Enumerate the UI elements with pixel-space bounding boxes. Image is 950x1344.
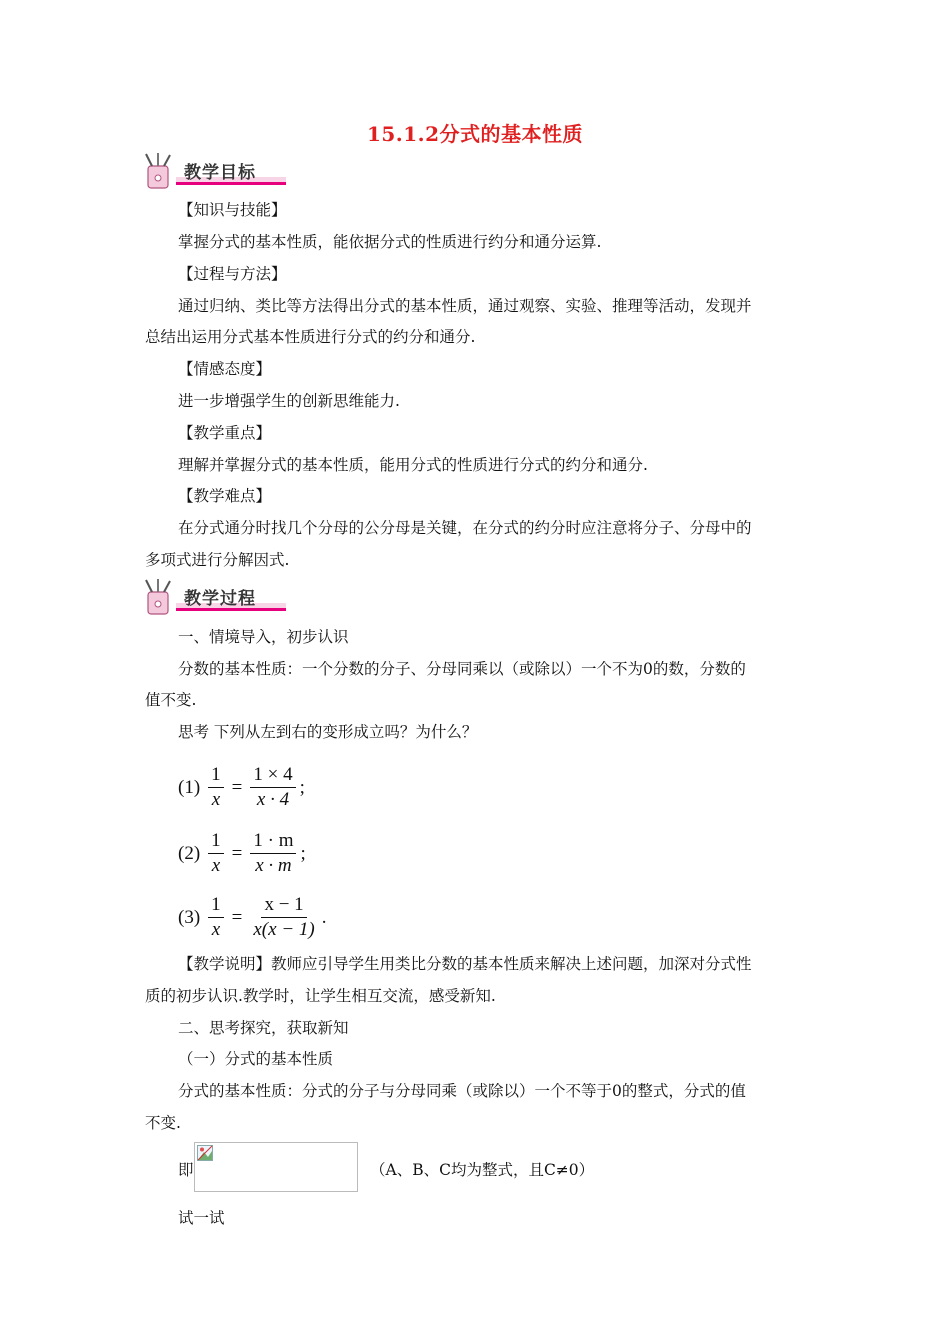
method-text-line2: 总结出运用分式基本性质进行分式的约分和通分.: [145, 328, 476, 346]
badge-label-process: 教学过程: [184, 589, 256, 609]
subsection1-heading: （一）分式的基本性质: [178, 1050, 334, 1068]
formula-image-placeholder: [194, 1142, 358, 1192]
teaching-note-line1: 【教学说明】教师应引导学生用类比分数的基本性质来解决上述问题，加深对分式性: [178, 955, 752, 973]
difficult-text-line2: 多项式进行分解因式.: [145, 551, 290, 569]
think-question: 思考 下列从左到右的变形成立吗？为什么？: [178, 723, 478, 741]
fraction-right: $\frac{1 \cdot m}{x \cdot m}$: [250, 830, 296, 877]
formula-index: (2): [178, 842, 201, 864]
fraction-left: $\frac{1}{x}$: [208, 764, 224, 811]
formula-end: ;: [299, 776, 305, 798]
formula-index: (3): [178, 906, 201, 928]
method-text-line1: 通过归纳、类比等方法得出分式的基本性质，通过观察、实验、推理等活动，发现并: [178, 297, 752, 315]
try-it-heading: 试一试: [178, 1209, 225, 1227]
page-title: 15.1.2分式的基本性质: [366, 122, 584, 146]
fraction-right: $\frac{1 \times 4}{x \cdot 4}$: [250, 764, 295, 811]
badge-label-goals: 教学目标: [184, 163, 256, 183]
formula-3: [178, 894, 326, 941]
method-heading: 【过程与方法】: [178, 265, 287, 283]
knowledge-text: 掌握分式的基本性质，能依据分式的性质进行约分和通分运算.: [178, 233, 602, 251]
attitude-heading: 【情感态度】: [178, 360, 272, 378]
teaching-note-line2: 质的初步认识.教学时，让学生相互交流，感受新知.: [145, 987, 496, 1005]
difficult-text-line1: 在分式通分时找几个分母的公分母是关键，在分式的约分时应注意将分子、分母中的: [178, 519, 752, 537]
formula-index: (1): [178, 776, 201, 798]
fraction-left: $\frac{1}{x}$: [208, 894, 224, 941]
section-badge-goals: [140, 152, 290, 196]
formula-1: [178, 764, 305, 811]
formula-end: .: [321, 906, 327, 928]
attitude-text: 进一步增强学生的创新思维能力.: [178, 392, 400, 410]
condition-text: （A、B、C均为整式，且C≠0）: [370, 1161, 595, 1179]
difficult-point-heading: 【教学难点】: [178, 487, 272, 505]
fractional-property-line2: 不变.: [145, 1114, 181, 1132]
equals-sign: =: [231, 776, 243, 798]
equals-sign: =: [231, 842, 243, 864]
fractional-property-line1: 分式的基本性质：分式的分子与分母同乘（或除以）一个不等于0的整式，分式的值: [178, 1082, 746, 1100]
fraction-property-line2: 值不变.: [145, 691, 197, 709]
knowledge-heading: 【知识与技能】: [178, 201, 287, 219]
key-point-heading: 【教学重点】: [178, 424, 272, 442]
fraction-left: $\frac{1}{x}$: [208, 830, 224, 877]
section1-heading: 一、情境导入，初步认识: [178, 628, 349, 646]
section2-heading: 二、思考探究，获取新知: [178, 1019, 349, 1037]
equals-sign: =: [231, 906, 243, 928]
key-point-text: 理解并掌握分式的基本性质，能用分式的性质进行分式的约分和通分.: [178, 456, 648, 474]
formula-2: [178, 830, 306, 877]
pencil-cup-icon: [140, 152, 180, 192]
broken-image-icon: [197, 1145, 213, 1161]
ji-label: 即: [178, 1161, 194, 1179]
fraction-right: $\frac{x - 1}{x(x - 1)}$: [253, 894, 315, 940]
formula-end: ;: [300, 842, 306, 864]
fraction-property-line1: 分数的基本性质：一个分数的分子、分母同乘以（或除以）一个不为0的数，分数的: [178, 660, 746, 678]
section-badge-process: [140, 578, 290, 622]
pencil-cup-icon: [140, 578, 180, 618]
